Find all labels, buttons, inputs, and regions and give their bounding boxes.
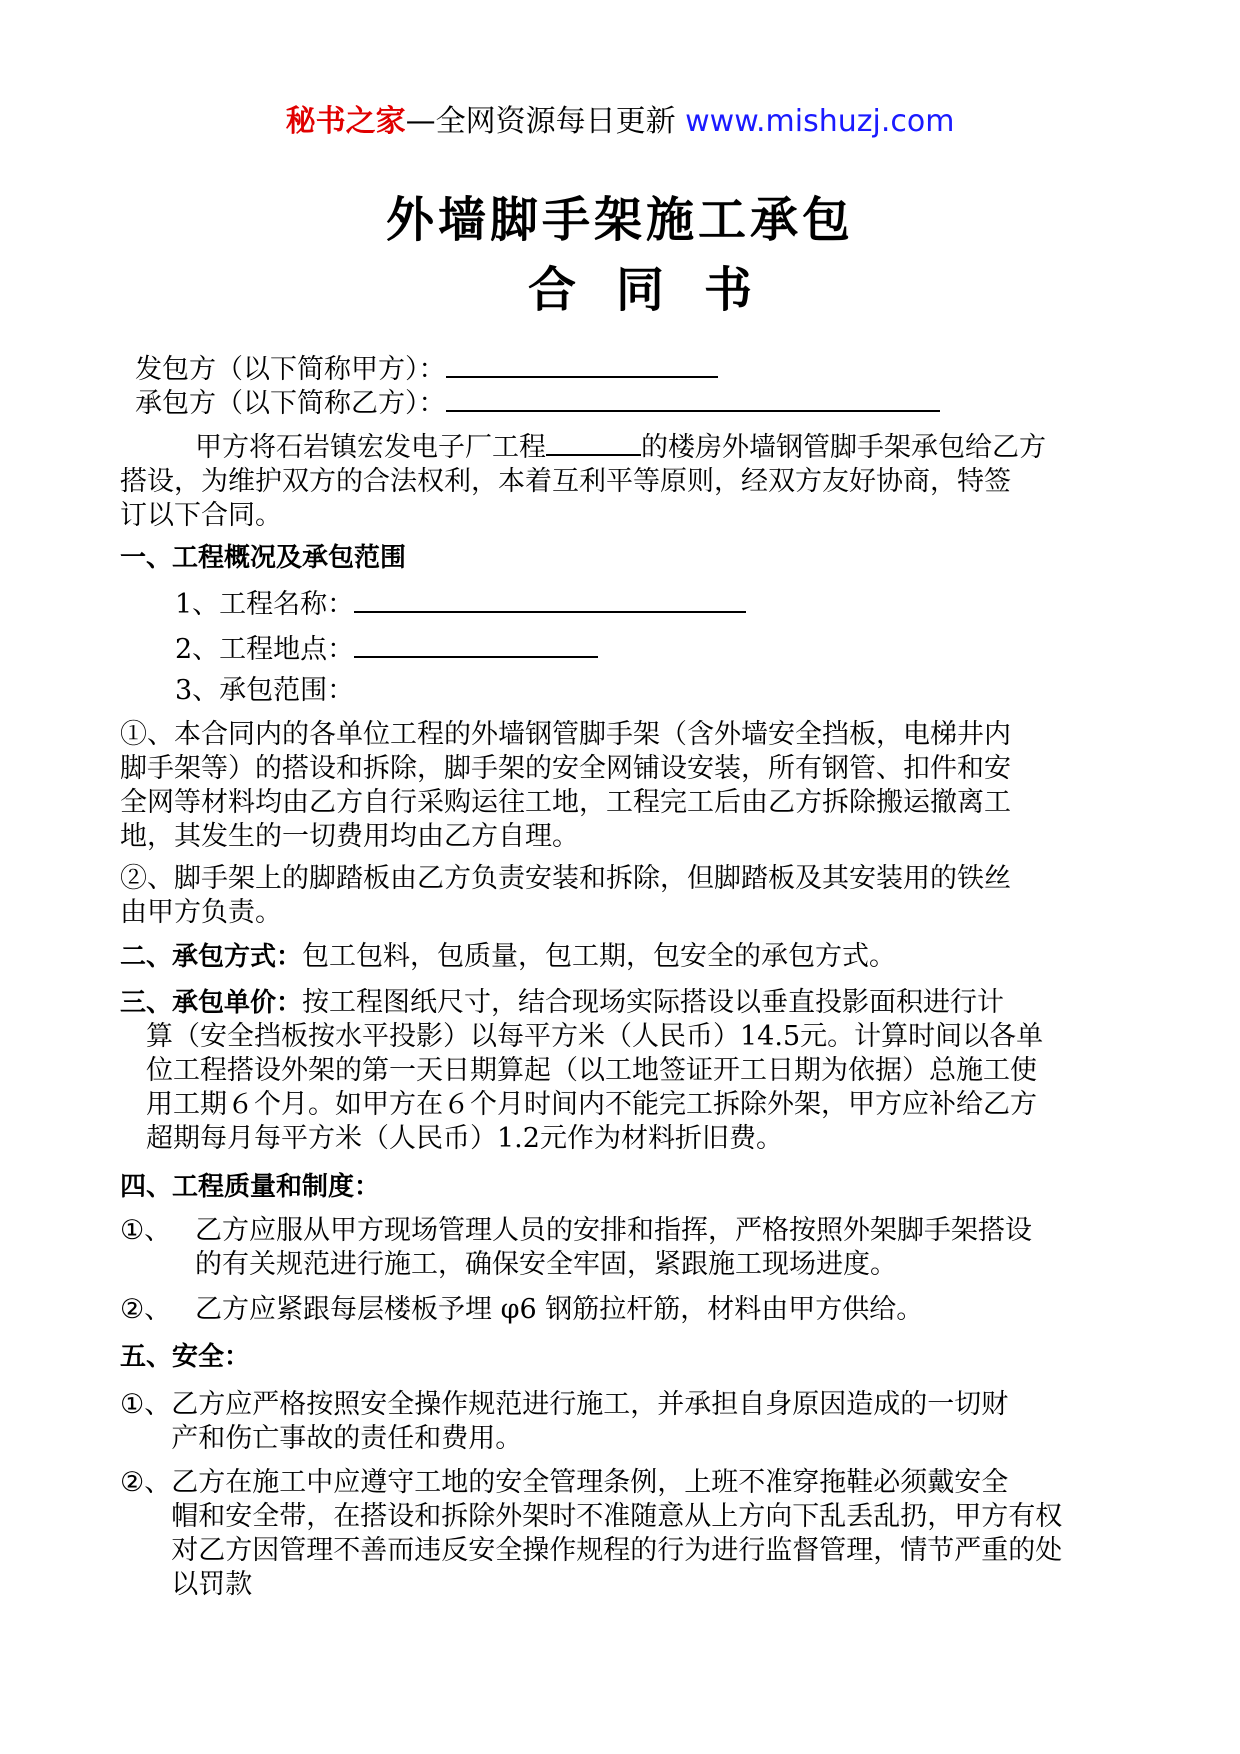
party-b-label: 承包方（以下简称乙方）： [135,388,446,419]
intro-text-1a: 甲方将石岩镇宏发电子厂工程 [195,432,546,463]
intro-project-blank[interactable] [546,428,641,456]
watermark-header [0,100,1240,144]
party-b-blank[interactable] [446,384,940,412]
scope-paragraph-2: ②、脚手架上的脚踏板由乙方负责安装和拆除，但脚踏板及其安装用的铁丝 由甲方负责。 [120,863,1011,928]
project-name-line [175,585,746,622]
section5-item1: ①、 乙方应严格按照安全操作规范进行施工，并承担自身原因造成的一切财 产和伤亡事故的责任和费用。 [120,1389,1009,1454]
scope-label: 3、承包范围： [175,675,355,706]
party-a-label: 发包方（以下简称甲方）： [135,354,446,385]
intro-paragraph [120,428,1046,533]
project-name-label: 1、工程名称： [175,589,355,620]
document-title: 外墙脚手架施工承包 [385,192,854,248]
section2 [120,940,896,974]
section3-first-line: 按工程图纸尺寸，结合现场实际搭设以垂直投影面积进行计 [302,987,1005,1018]
party-a-line [135,350,718,387]
section5-heading: 五、安全： [120,1342,251,1372]
intro-text-3: 订以下合同。 [120,500,282,531]
section3-heading: 三、承包单价： [120,988,303,1018]
watermark-slogan: —全网资源每日更新 [405,104,686,139]
project-location-blank[interactable] [354,630,598,658]
project-name-blank[interactable] [354,585,746,613]
section1-heading: 一、工程概况及承包范围 [120,543,407,573]
section4-heading: 四、工程质量和制度： [120,1172,381,1202]
document-subtitle: 合同书 [527,262,792,318]
project-location-line [175,630,598,667]
section4-item1: ①、 乙方应服从甲方现场管理人员的安排和指挥，严格按照外架脚手架搭设 的有关规范进行施工，确保安全牢固，紧跟施工现场进度。 [120,1215,1032,1280]
section2-text: 包工包料，包质量，包工期，包安全的承包方式。 [302,941,897,972]
section2-heading: 二、承包方式： [120,942,303,972]
intro-text-1b: 的楼房外墙钢管脚手架承包给乙方 [641,432,1046,463]
party-a-blank[interactable] [446,350,718,378]
intro-text-2: 搭设，为维护双方的合法权利，本着互利平等原则，经双方友好协商，特签 [120,466,1011,497]
scope-paragraph-1: ①、本合同内的各单位工程的外墙钢管脚手架（含外墙安全挡板，电梯井内 脚手架等）的搭设和拆除，脚手架的安全网铺设安装，所有钢管、扣件和安 全网等材料均由乙方自行采购运往工地，工程完工后由乙方拆除搬运撤离工 地，其发生的一切费用均由乙方自理。 [120,719,1011,852]
section5-item2: ②、 乙方在施工中应遵守工地的安全管理条例，上班不准穿拖鞋必须戴安全 帽和安全带，在搭设和拆除外架时不准随意从上方向下乱丢乱扔，甲方有权 对乙方因管理不善而违反安全操作规程的行为进行监督管理，情节严重的处 以罚款 [120,1467,1063,1600]
section3: 三、承包单价：按工程图纸尺寸，结合现场实际搭设以垂直投影面积进行计 算（安全挡板按水平投影）以每平方米（人民币）14.5元。计算时间以各单 位工程搭设外架的第一天日期算起（以工地签证开工日期为依据）总施工使 用工期６个月。如甲方在６个月时间内不能完工拆除外架，甲方应补给乙方 超期每月每平方米（人民币）1.2元作为材料折旧费。 [120,987,1044,1154]
project-location-label: 2、工程地点： [175,634,355,665]
party-b-line [135,384,940,421]
section4-item2: ②、 乙方应紧跟每层楼板予埋 φ6 钢筋拉杆筋，材料由甲方供给。 [120,1294,924,1325]
watermark-url[interactable]: www.mishuzj.com [685,104,955,139]
watermark-brand: 秘书之家 [285,104,406,139]
